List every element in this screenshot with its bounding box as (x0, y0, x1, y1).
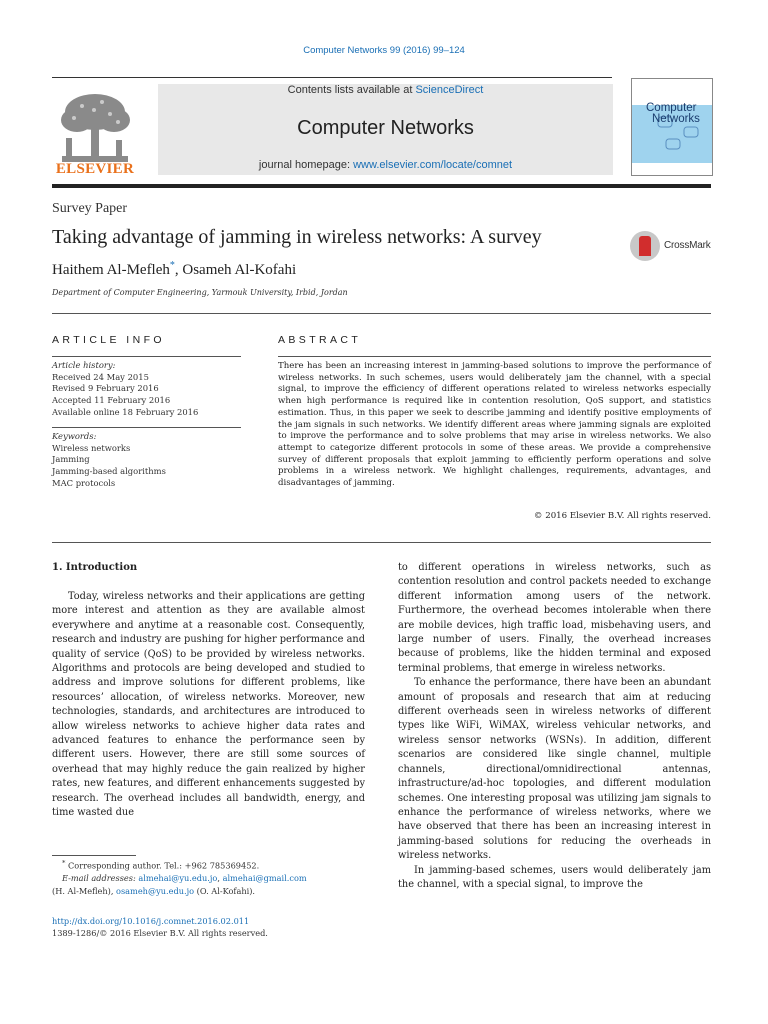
homepage-line (158, 159, 613, 171)
cover-title-line2: Networks (652, 113, 700, 125)
history-item: Revised 9 February 2016 (52, 383, 159, 394)
body-column-left (52, 590, 365, 821)
keywords (52, 431, 241, 490)
keywords-label: Keywords: (52, 431, 97, 441)
issn-line: 1389-1286/© 2016 Elsevier B.V. All rights reserved. (52, 928, 268, 938)
paragraph: to different operations in wireless networks, such as contention resolution and control packets needed to exchange different information among users of the network. Furthermore, the overhead becomes intolerable when there are mobile devices, high traffic load, misbehaving users, and large number of users. Finally, the overhead increases because of problems, like the hidden terminal and exposed terminal problems, that emerge in wireless networks. (398, 562, 711, 674)
paper-type: Survey Paper (52, 201, 128, 216)
email-label: E-mail addresses: (62, 873, 139, 884)
email-footnote (52, 872, 372, 884)
article-info-rule (52, 427, 241, 428)
email-link[interactable]: almehai@yu.edu.jo (138, 873, 218, 884)
email-link[interactable]: almehai@gmail.com (222, 873, 307, 884)
doi-link[interactable]: http://dx.doi.org/10.1016/j.comnet.2016.02.011 (52, 916, 250, 926)
section-rule (52, 313, 711, 314)
paragraph: To enhance the performance, there have been an abundant amount of proposals and research that aim at reducing different overheads seen in wireless networks of different types like WiFi, WiMAX, wireless vehicular networks, and wireless sensor networks (WSNs). In addition, different scenarios are considered like single channel, multiple channels, directional/omnidirectional antennas, infrastructure/ad-hoc topologies, and different modulation schemes. One interesting proposal was utilizing jam signals to enhance the performance of wireless networks, where we have observed that there has been an increasing interest in jamming-based solutions for reducing the overheads in wireless networks. (398, 677, 711, 862)
abstract-heading: ABSTRACT (278, 334, 362, 346)
section-rule (52, 542, 711, 543)
abstract-rule (278, 356, 711, 357)
sciencedirect-link[interactable]: ScienceDirect (415, 84, 484, 96)
crossmark-badge[interactable] (630, 231, 712, 263)
contents-prefix: Contents lists available at (287, 84, 416, 96)
corresponding-footnote (52, 857, 372, 872)
abstract-text: There has been an increasing interest in jamming-based solutions to improve the performance of wireless networks. In such schemes, users would deliberately jam the channel, with a special signal, to improve the efficiency of different operations related to wireless networks especially when high performance is required like in contention resolution, QoS support, and statistics estimation. Thus, in this paper we seek to describe jamming and identify positive employments of the jam signals in such networks. We identify different areas where jamming signals are exploited to improve the performance and to solve problems that may arise in wireless networks. We also attempt to categorize different protocols in some of these areas. We provide a comprehensive survey of different proposals that exploit jamming to efficiently perform operations and solve problems in a wireless network. We highlight challenges, requirements, advantages, and disadvantages of jamming. (278, 361, 711, 489)
cover-title (646, 103, 700, 125)
footnote-rule (52, 855, 136, 856)
article-info-rule (52, 356, 241, 357)
header-rule (52, 77, 612, 78)
keyword: MAC protocols (52, 477, 116, 488)
paragraph: Today, wireless networks and their applications are getting more interest and attention as they are available almost everywhere and anytime at a reasonable cost. Consequently, research and industry are pushing for higher performance and quality of service (QoS) to be provided by wireless networks. Algorithms and protocols are being developed and studied to address and improve solutions for different problems, like resources’ allocation, of wireless networks. Moreover, new technologies, standards, and architectures are introduced to allow wireless networks to achieve higher data rates and advanced features to enhance the performance seen by different users. However, there are still some sources of overhead that may highly reduce the gain realized by higher rates, new features, and different enhancements suggested by research. The overhead includes all bandwidth, energy, and time wasted due (52, 591, 365, 819)
cover-title-line1: Computer (646, 102, 697, 114)
article-info-heading: ARTICLE INFO (52, 334, 165, 346)
journal-cover-thumbnail[interactable] (631, 78, 713, 176)
keyword: Jamming-based algorithms (52, 466, 166, 477)
author-name: Osameh Al-Kofahi (182, 262, 297, 278)
homepage-prefix: journal homepage: (258, 159, 354, 171)
crossmark-label: CrossMark (664, 240, 711, 251)
affiliation: Department of Computer Engineering, Yarmouk University, Irbid, Jordan (52, 288, 348, 297)
corresponding-author-mark[interactable]: * (169, 260, 175, 271)
email-separator: , (217, 873, 223, 884)
history-item: Received 24 May 2015 (52, 371, 149, 382)
body-column-right (398, 561, 711, 892)
author-list (52, 260, 296, 279)
history-label: Article history: (52, 360, 116, 370)
email-owner: (O. Al-Kofahi). (194, 885, 256, 896)
footnote-mark: * (62, 859, 66, 867)
article-history (52, 360, 241, 419)
contents-line (158, 84, 613, 96)
paragraph: In jamming-based schemes, users would deliberately jam the channel, with a special signal, to improve the (398, 864, 711, 890)
section-heading: 1. Introduction (52, 562, 138, 573)
journal-title: Computer Networks (297, 117, 474, 139)
email-link[interactable]: osameh@yu.edu.jo (116, 885, 195, 896)
keyword: Wireless networks (52, 442, 131, 453)
history-item: Available online 18 February 2016 (52, 406, 199, 417)
author-separator: , (174, 262, 183, 278)
elsevier-wordmark: ELSEVIER (55, 161, 135, 177)
paper-title: Taking advantage of jamming in wireless networks: A survey (52, 226, 542, 248)
email-owner: (H. Al-Mefleh), (52, 885, 117, 896)
crossmark-icon (630, 231, 660, 261)
abstract-copyright: © 2016 Elsevier B.V. All rights reserved. (533, 511, 711, 521)
footnotes (52, 857, 372, 897)
history-item: Accepted 11 February 2016 (52, 395, 171, 406)
corresponding-text: Corresponding author. Tel.: +962 785369452. (68, 860, 260, 871)
author-name: Haithem Al-Mefleh (52, 262, 170, 278)
keyword: Jamming (52, 454, 90, 465)
journal-homepage-link[interactable]: www.elsevier.com/locate/comnet (353, 159, 513, 171)
bookmark-icon (639, 236, 651, 256)
email-footnote-cont (52, 885, 372, 897)
header-thick-rule (52, 184, 711, 188)
journal-citation[interactable]: Computer Networks 99 (2016) 99–124 (303, 45, 465, 56)
